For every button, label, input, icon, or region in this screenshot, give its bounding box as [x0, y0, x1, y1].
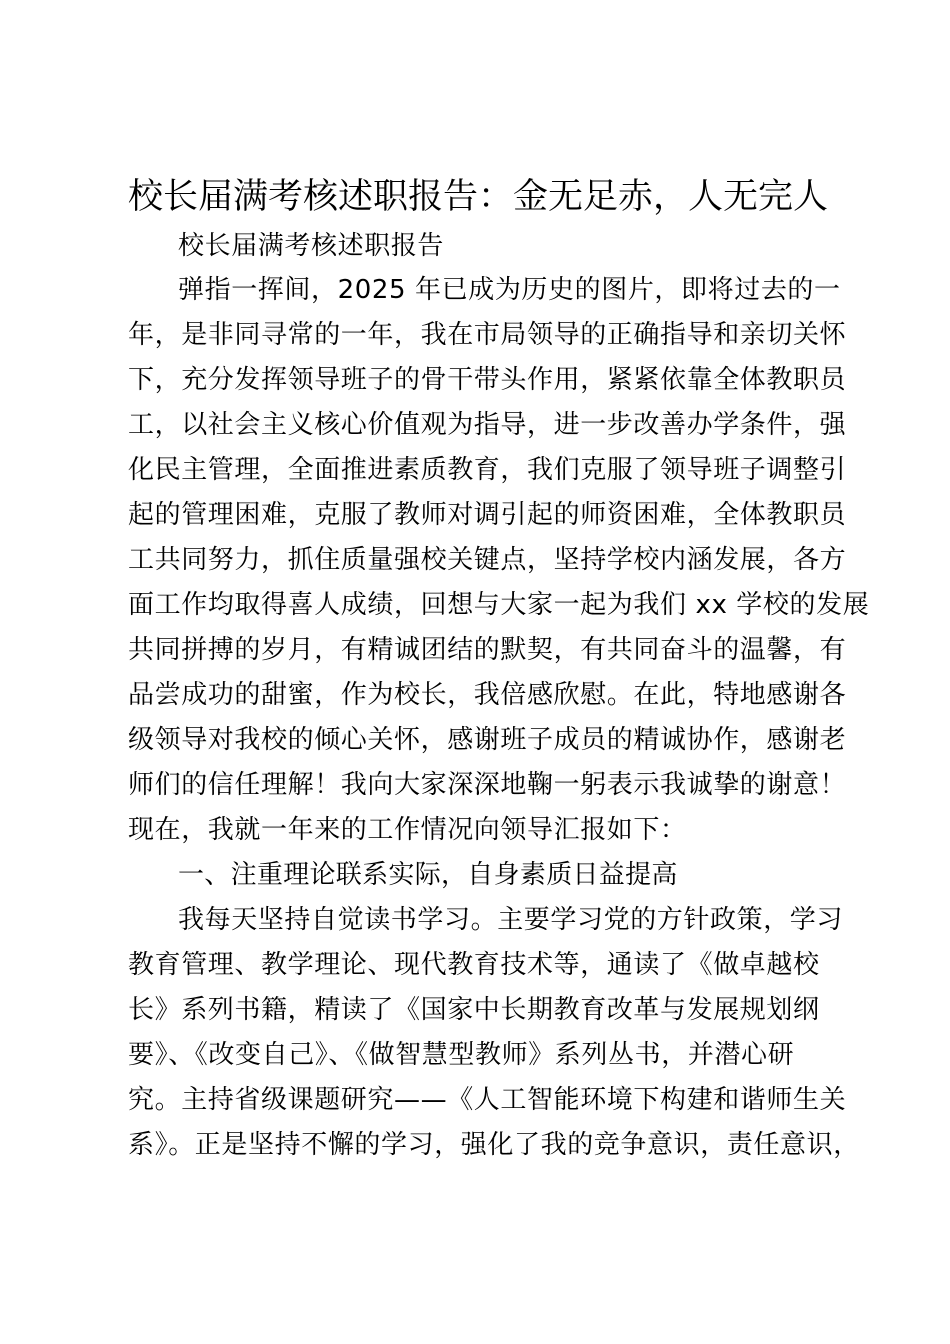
section-heading: 一、注重理论联系实际，自身素质日益提高: [178, 860, 678, 890]
body-line: 弹指一挥间，2025 年已成为历史的图片，即将过去的一: [178, 275, 841, 305]
body-line: 系》。正是坚持不懈的学习，强化了我的竞争意识，责任意识，: [128, 1130, 860, 1160]
body-line: 究。主持省级课题研究——《人工智能环境下构建和谐师生关: [128, 1085, 847, 1115]
body-line: 级领导对我校的倾心关怀，感谢班子成员的精诚协作，感谢老: [128, 725, 847, 755]
document-title: 校长届满考核述职报告：金无足赤，人无完人: [128, 177, 829, 217]
body-line: 我每天坚持自觉读书学习。主要学习党的方针政策，学习: [178, 905, 844, 935]
body-line: 现在，我就一年来的工作情况向领导汇报如下：: [128, 815, 687, 845]
body-line: 品尝成功的甜蜜，作为校长，我倍感欣慰。在此，特地感谢各: [128, 680, 847, 710]
body-line: 教育管理、教学理论、现代教育技术等，通读了《做卓越校: [128, 950, 820, 980]
body-line: 面工作均取得喜人成绩，回想与大家一起为我们 xx 学校的发展: [128, 590, 870, 620]
body-line: 要》、《改变自己》、《做智慧型教师》系列丛书，并潜心研: [128, 1040, 795, 1070]
body-line: 工共同努力，抓住质量强校关键点，坚持学校内涵发展，各方: [128, 545, 847, 575]
body-line: 年，是非同寻常的一年，我在市局领导的正确指导和亲切关怀: [128, 320, 847, 350]
body-line: 下，充分发挥领导班子的骨干带头作用，紧紧依靠全体教职员: [128, 365, 847, 395]
body-line: 化民主管理，全面推进素质教育，我们克服了领导班子调整引: [128, 455, 847, 485]
subtitle-line: 校长届满考核述职报告: [178, 231, 445, 261]
body-line: 师们的信任理解！我向大家深深地鞠一躬表示我诚挚的谢意！: [128, 770, 847, 800]
body-line: 长》系列书籍，精读了《国家中长期教育改革与发展规划纲: [128, 995, 820, 1025]
body-line: 工，以社会主义核心价值观为指导，进一步改善办学条件，强: [128, 410, 847, 440]
body-line: 起的管理困难，克服了教师对调引起的师资困难，全体教职员: [128, 500, 847, 530]
body-line: 共同拼搏的岁月，有精诚团结的默契，有共同奋斗的温馨，有: [128, 635, 847, 665]
